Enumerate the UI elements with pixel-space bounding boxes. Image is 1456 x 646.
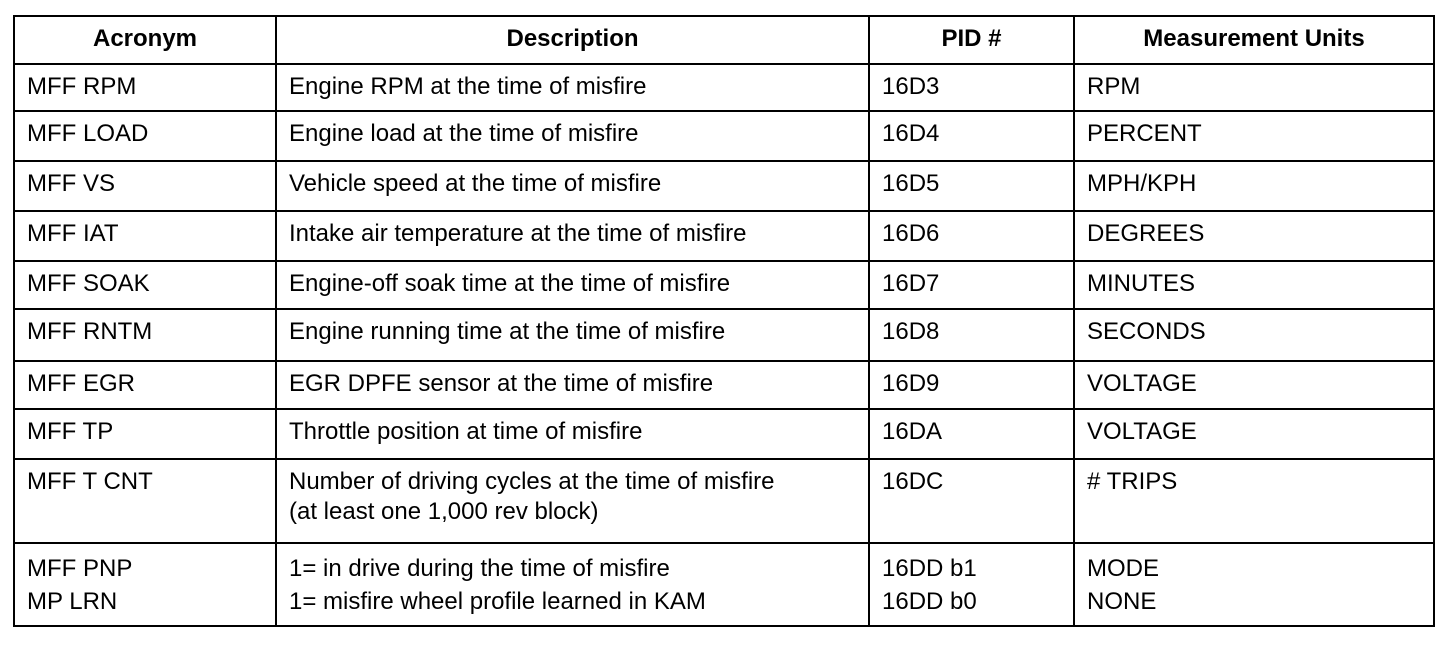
units-text: VOLTAGE — [1087, 418, 1197, 445]
units-cell — [1075, 310, 1433, 362]
acronym-cell — [15, 544, 277, 625]
units-text: MPH/KPH — [1087, 170, 1197, 197]
acronym-cell — [15, 112, 277, 162]
acronym-text: MFF RNTM — [27, 318, 153, 345]
description-cell — [277, 544, 870, 625]
description-text: Throttle position at time of misfire — [289, 418, 643, 445]
description-cell — [277, 410, 870, 460]
pid-table — [13, 15, 1435, 627]
pid-text: 16D6 — [882, 220, 940, 247]
units-text: MODE — [1087, 555, 1159, 582]
pid-text: 16D7 — [882, 270, 940, 297]
pid-cell — [870, 460, 1075, 544]
units-text: # TRIPS — [1087, 468, 1178, 495]
description-text: 1= in drive during the time of misfire — [289, 555, 670, 582]
header-description: Description — [277, 17, 870, 65]
pid-text: 16DA — [882, 418, 943, 445]
description-text: Intake air temperature at the time of misfire — [289, 220, 747, 247]
pid-cell — [870, 112, 1075, 162]
acronym-text: MFF T CNT — [27, 468, 153, 495]
description-text: Engine load at the time of misfire — [289, 120, 639, 147]
description-text: EGR DPFE sensor at the time of misfire — [289, 370, 714, 397]
units-text: RPM — [1087, 73, 1141, 100]
description-cell — [277, 112, 870, 162]
acronym-text: MFF LOAD — [27, 120, 149, 147]
acronym-text: MFF VS — [27, 170, 115, 197]
description-text: Engine-off soak time at the time of misfire — [289, 270, 731, 297]
units-cell — [1075, 410, 1433, 460]
description-text: 1= misfire wheel profile learned in KAM — [289, 588, 706, 615]
acronym-text: MP LRN — [27, 588, 118, 615]
description-text: Vehicle speed at the time of misfire — [289, 170, 662, 197]
units-cell — [1075, 460, 1433, 544]
acronym-text: MFF SOAK — [27, 270, 150, 297]
header-pid: PID # — [870, 17, 1075, 65]
header-acronym: Acronym — [15, 17, 277, 65]
header-measurement-units: Measurement Units — [1075, 17, 1433, 65]
acronym-cell — [15, 212, 277, 262]
description-cell — [277, 65, 870, 112]
units-cell — [1075, 112, 1433, 162]
acronym-cell — [15, 310, 277, 362]
description-text: Engine running time at the time of misfire — [289, 318, 726, 345]
pid-cell — [870, 262, 1075, 310]
units-cell — [1075, 544, 1433, 625]
units-text: NONE — [1087, 588, 1157, 615]
pid-text: 16D4 — [882, 120, 940, 147]
acronym-text: MFF IAT — [27, 220, 119, 247]
pid-cell — [870, 310, 1075, 362]
units-cell — [1075, 162, 1433, 212]
pid-cell — [870, 544, 1075, 625]
units-text: DEGREES — [1087, 220, 1205, 247]
acronym-cell — [15, 362, 277, 410]
units-cell — [1075, 65, 1433, 112]
description-cell — [277, 460, 870, 544]
description-text: Engine RPM at the time of misfire — [289, 73, 647, 100]
pid-text: 16D8 — [882, 318, 940, 345]
acronym-cell — [15, 410, 277, 460]
description-text: Number of driving cycles at the time of misfire — [289, 468, 775, 495]
description-cell — [277, 212, 870, 262]
pid-cell — [870, 410, 1075, 460]
acronym-text: MFF PNP — [27, 555, 133, 582]
acronym-cell — [15, 262, 277, 310]
acronym-text: MFF RPM — [27, 73, 137, 100]
pid-text: 16DC — [882, 468, 944, 495]
acronym-cell — [15, 460, 277, 544]
pid-text: 16DD b1 — [882, 555, 977, 582]
acronym-text: MFF EGR — [27, 370, 135, 397]
acronym-text: MFF TP — [27, 418, 114, 445]
description-cell — [277, 162, 870, 212]
units-text: VOLTAGE — [1087, 370, 1197, 397]
description-cell — [277, 262, 870, 310]
units-cell — [1075, 362, 1433, 410]
pid-cell — [870, 162, 1075, 212]
pid-cell — [870, 65, 1075, 112]
units-cell — [1075, 212, 1433, 262]
units-text: MINUTES — [1087, 270, 1195, 297]
pid-text: 16D5 — [882, 170, 940, 197]
pid-cell — [870, 212, 1075, 262]
description-cell — [277, 362, 870, 410]
pid-text: 16DD b0 — [882, 588, 977, 615]
units-cell — [1075, 262, 1433, 310]
description-cell — [277, 310, 870, 362]
acronym-cell — [15, 65, 277, 112]
acronym-cell — [15, 162, 277, 212]
units-text: PERCENT — [1087, 120, 1202, 147]
pid-cell — [870, 362, 1075, 410]
pid-text: 16D9 — [882, 370, 940, 397]
description-text: (at least one 1,000 rev block) — [289, 498, 599, 525]
pid-text: 16D3 — [882, 73, 940, 100]
units-text: SECONDS — [1087, 318, 1206, 345]
